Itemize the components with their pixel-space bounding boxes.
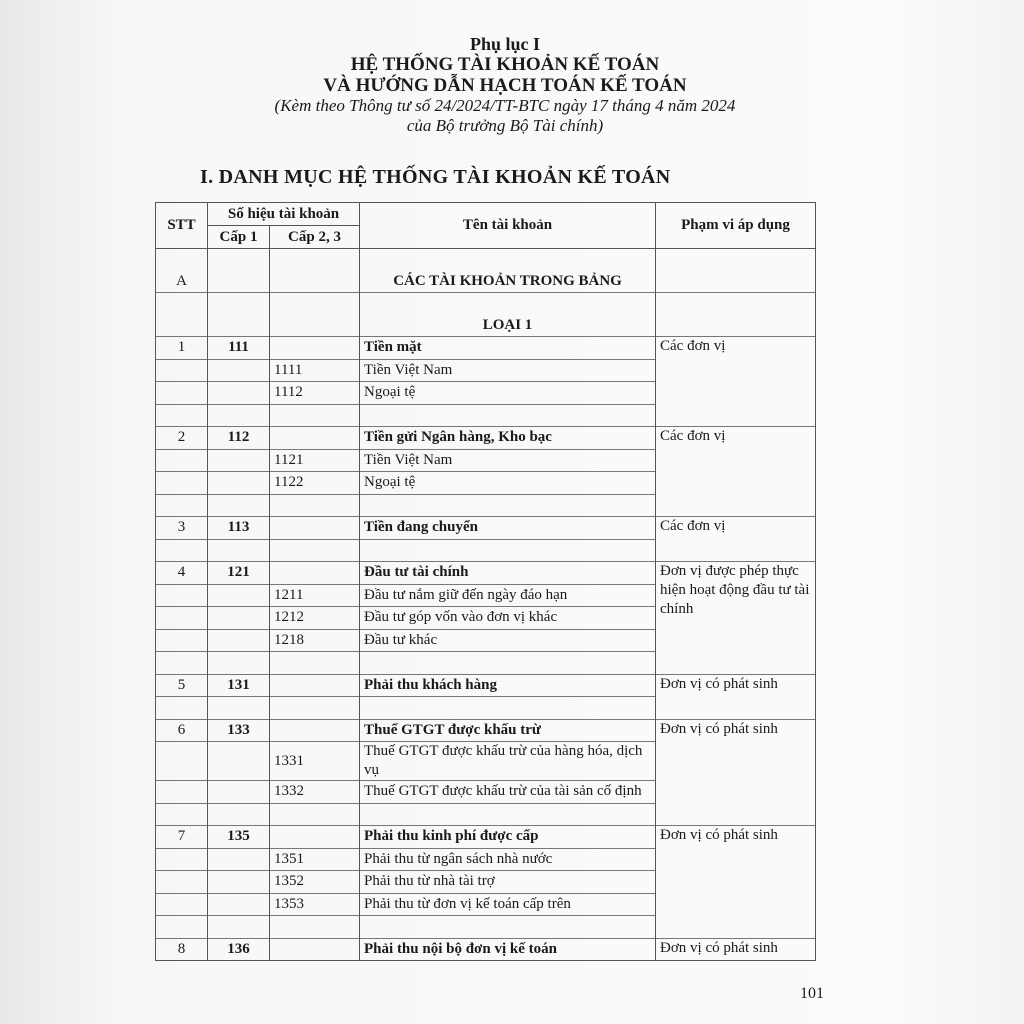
row-account-name: Thuế GTGT được khấu trừ	[360, 719, 656, 742]
table-row	[156, 337, 816, 360]
sub-name: Thuế GTGT được khấu trừ của tài sản cố định	[360, 781, 656, 804]
sub-code: 1112	[270, 382, 360, 405]
header-stt: STT	[156, 203, 208, 249]
row-account-name: Tiền đang chuyển	[360, 517, 656, 540]
table-row	[156, 674, 816, 697]
header-scope: Phạm vi áp dụng	[656, 203, 816, 249]
row-level1-code: 121	[208, 562, 270, 585]
sub-code: 1121	[270, 449, 360, 472]
row-level1-code: 111	[208, 337, 270, 360]
row-stt: 2	[156, 427, 208, 450]
type-row	[156, 315, 816, 337]
table-row	[156, 427, 816, 450]
row-stt: 4	[156, 562, 208, 585]
sub-code: 1351	[270, 848, 360, 871]
document-header	[175, 34, 835, 136]
group-letter: A	[156, 271, 208, 293]
sub-name: Đầu tư khác	[360, 629, 656, 652]
header-account-no: Số hiệu tài khoản	[208, 203, 360, 226]
sub-code: 1331	[270, 742, 360, 781]
sub-code: 1353	[270, 893, 360, 916]
row-level1-code: 113	[208, 517, 270, 540]
section-title: I. DANH MỤC HỆ THỐNG TÀI KHOẢN KẾ TOÁN	[200, 166, 671, 188]
row-account-name: Đầu tư tài chính	[360, 562, 656, 585]
row-scope: Đơn vị có phát sinh	[656, 719, 816, 803]
group-row	[156, 271, 816, 293]
row-account-name: Tiền gửi Ngân hàng, Kho bạc	[360, 427, 656, 450]
header-level1: Cấp 1	[208, 226, 270, 249]
sub-code: 1218	[270, 629, 360, 652]
row-scope: Các đơn vị	[656, 517, 816, 540]
sub-name: Đầu tư nắm giữ đến ngày đáo hạn	[360, 584, 656, 607]
row-account-name: Tiền mặt	[360, 337, 656, 360]
sub-name: Tiền Việt Nam	[360, 359, 656, 382]
title-line-2: VÀ HƯỚNG DẪN HẠCH TOÁN KẾ TOÁN	[323, 75, 687, 96]
row-scope: Đơn vị có phát sinh	[656, 674, 816, 697]
sub-name: Phải thu từ nhà tài trợ	[360, 871, 656, 894]
table-row	[156, 562, 816, 585]
header-level23: Cấp 2, 3	[270, 226, 360, 249]
group-title: CÁC TÀI KHOẢN TRONG BẢNG	[360, 271, 656, 293]
sub-name: Đầu tư góp vốn vào đơn vị khác	[360, 607, 656, 630]
row-scope: Các đơn vị	[656, 337, 816, 405]
row-level1-code: 112	[208, 427, 270, 450]
sub-code: 1332	[270, 781, 360, 804]
sub-code: 1352	[270, 871, 360, 894]
table-body	[156, 249, 816, 961]
row-scope: Đơn vị có phát sinh	[656, 826, 816, 916]
table-row	[156, 517, 816, 540]
sub-name: Phải thu từ ngân sách nhà nước	[360, 848, 656, 871]
row-level1-code: 135	[208, 826, 270, 849]
row-scope: Đơn vị có phát sinh	[656, 938, 816, 961]
row-stt: 3	[156, 517, 208, 540]
row-account-name: Phải thu nội bộ đơn vị kế toán	[360, 938, 656, 961]
note-line-1: (Kèm theo Thông tư số 24/2024/TT-BTC ngày 17 tháng 4 năm 2024	[274, 96, 736, 115]
row-level1-code: 133	[208, 719, 270, 742]
note-line-2: của Bộ trưởng Bộ Tài chính)	[406, 116, 604, 135]
row-stt: 5	[156, 674, 208, 697]
title-line-1: HỆ THỐNG TÀI KHOẢN KẾ TOÁN	[350, 54, 660, 75]
table-row	[156, 938, 816, 961]
row-stt: 7	[156, 826, 208, 849]
type-title: LOẠI 1	[360, 315, 656, 337]
appendix-label: Phụ lục I	[469, 34, 541, 54]
sub-code: 1212	[270, 607, 360, 630]
sub-name: Ngoại tệ	[360, 472, 656, 495]
row-scope: Đơn vị được phép thực hiện hoạt động đầu tư tài chính	[656, 562, 816, 652]
row-level1-code: 136	[208, 938, 270, 961]
row-stt: 1	[156, 337, 208, 360]
header-name: Tên tài khoản	[360, 203, 656, 249]
row-stt: 8	[156, 938, 208, 961]
row-account-name: Phải thu khách hàng	[360, 674, 656, 697]
row-level1-code: 131	[208, 674, 270, 697]
sub-code: 1122	[270, 472, 360, 495]
table-row	[156, 826, 816, 849]
row-account-name: Phải thu kinh phí được cấp	[360, 826, 656, 849]
sub-name: Ngoại tệ	[360, 382, 656, 405]
sub-name: Tiền Việt Nam	[360, 449, 656, 472]
row-scope: Các đơn vị	[656, 427, 816, 495]
sub-code: 1211	[270, 584, 360, 607]
sub-code: 1111	[270, 359, 360, 382]
accounts-table	[155, 202, 816, 961]
sub-name: Phải thu từ đơn vị kế toán cấp trên	[360, 893, 656, 916]
table-row	[156, 719, 816, 742]
sub-name: Thuế GTGT được khấu trừ của hàng hóa, dịch vụ	[360, 742, 656, 781]
page-number: 101	[800, 985, 824, 1002]
row-stt: 6	[156, 719, 208, 742]
